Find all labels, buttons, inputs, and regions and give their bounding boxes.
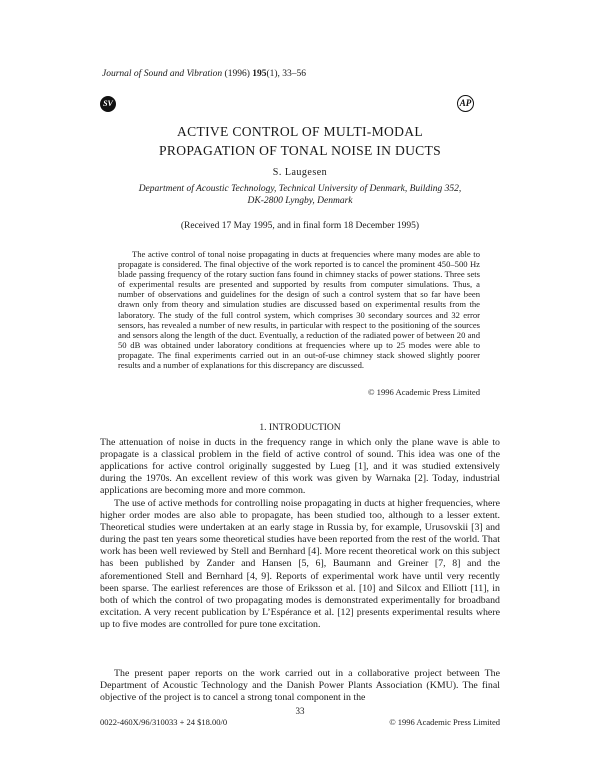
section-heading: 1. INTRODUCTION (259, 423, 341, 433)
author-name: S. Laugesen (272, 167, 328, 178)
footer-copyright: © 1996 Academic Press Limited (389, 717, 500, 727)
abstract-text: The active control of tonal noise propagating in ducts at frequencies where many modes are able to propagate is considered. The final objective of the work reported is to cancel the prominent 450–500 Hz blade passing frequency of the rotary suction fans found in chimney stacks of power stations. Three sets of experimental results are presented and supported by results from computer simulations. Thus, a number of observations and guidelines for the design of such a control system that so far have been drawn only from theory and simulation studies are discussed based on experimental results from the laboratory. The study of the full control system, which comprises 30 secondary sources and 32 error sensors, has revealed a number of new results, in particular with respect to the positioning of the sources and sensors along the length of the duct. Eventually, a reduction of the radiated power of between 20 and 50 dB was obtained under laboratory conditions at frequencies where up to 25 modes were able to propagate. The final experiments carried out in an out-of-use chimney stack showed slightly poorer results and a number of explanations for this discrepancy are discussed. (118, 249, 480, 371)
journal-citation (102, 69, 306, 79)
intro-paragraph-1: The attenuation of noise in ducts in the frequency range in which only the plane wave is able to propagate is a classical problem in the field of active control of sound. This idea was one of the applications for active control originally suggested by Lueg [1], and it was studied extensively during the 1970s. An excellent review of this work was given by Warnaka [2]. Today, industrial applications are becoming more and more common. (100, 437, 500, 497)
page-number: 33 (295, 706, 305, 716)
abstract-copyright: © 1996 Academic Press Limited (367, 387, 480, 397)
title-line-2: PROPAGATION OF TONAL NOISE IN DUCTS (158, 143, 442, 158)
intro-paragraph-3: The present paper reports on the work carried out in a collaborative project between The Department of Acoustic Technology and the Danish Power Plants Association (KMU). The final objective of the project is to cancel a strong tonal component in the (100, 668, 500, 704)
journal-year: (1996) (224, 69, 250, 79)
journal-name: Journal of Sound and Vibration (102, 69, 223, 79)
received-dates: (Received 17 May 1995, and in final form 18 December 1995) (180, 221, 420, 231)
title-line-1: ACTIVE CONTROL OF MULTI-MODAL (177, 124, 423, 139)
journal-issue-pages: (1), 33–56 (266, 69, 307, 79)
paper-title (100, 122, 500, 160)
publisher-logo-right: AP (457, 95, 474, 112)
article-code: 0022-460X/96/310033 + 24 $18.00/0 (100, 717, 228, 727)
affiliation-line-1: Department of Acoustic Technology, Technical University of Denmark, Building 352, (138, 184, 462, 194)
journal-volume: 195 (252, 69, 267, 79)
intro-paragraph-2: The use of active methods for controlling noise propagating in ducts at higher frequencies, where higher order modes are also able to propagate, has been studied too, although to a lesser extent. Theoretical studies were undertaken at an early stage in Russia by, for example, Urusovskii [3] and during the past ten years some theoretical studies have been reported from the rest of the world. That work has been well reviewed by Stell and Bernhard [4]. More recent theoretical work on this subject has been published by Zander and Hansen [5, 6], Baumann and Greiner [7, 8] and the aforementioned Stell and Bernhard [4, 9]. Reports of experimental work have until very recently been sparse. The earliest references are those of Eriksson et al. [10] and Silcox and Elliott [11], in both of which the control of two propagating modes is demonstrated experimentally for broadband excitation. A very recent publication by L’Espérance et al. [12] presents experimental results where up to five modes are controlled for pure tone excitation. (100, 498, 500, 630)
affiliation-line-2: DK-2800 Lyngby, Denmark (247, 196, 353, 206)
affiliation (100, 183, 500, 207)
publisher-logo-left: SV (100, 96, 116, 112)
